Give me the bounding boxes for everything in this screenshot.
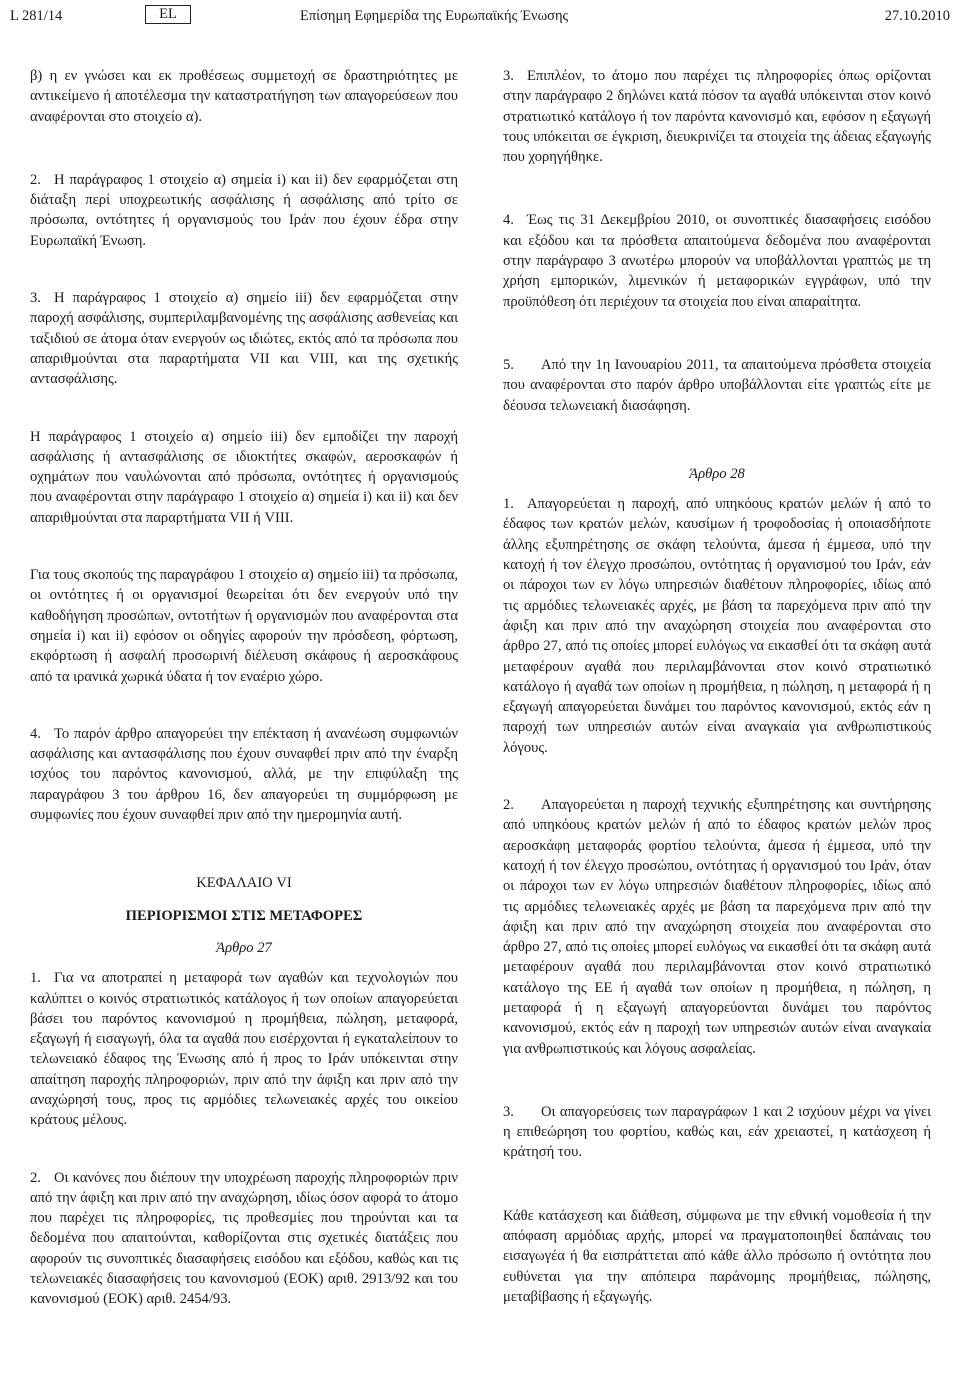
paragraph-number: 2. (503, 797, 514, 814)
paragraph-number: 1. (503, 496, 514, 513)
paragraph-text: Οι κανόνες που διέπουν την υποχρέωση παροχής πληροφοριών πριν από την άφιξη και πριν από την αναχώρηση, ιδίως όσον αφορά το άτομο που παρέχει τις πληροφορίες, τις προθεσμίες που τηρούνται και τα δεδομένα που απαιτούνται, καθορίζονται στις σχετικές διατάξεις που αφορούν τις συνοπτικές διασαφήσεις εισόδου και εξόδου, καθώς και τις τελωνειακές διασαφήσεις του κανονισμού (ΕΟΚ) αριθ. 2913/92 και του κανονισμού (ΕΟΚ) αριθ. 2454/93. (30, 1169, 458, 1308)
paragraph-text: Από την 1η Ιανουαρίου 2011, τα απαιτούμενα πρόσθετα στοιχεία που αναφέρονται στο παρόν άρθρο υποβάλλονται είτε γραπτώς είτε με δέουσα τελωνειακή διασάφηση. (503, 356, 931, 414)
paragraph-text: Απαγορεύεται η παροχή, από υπηκόους κρατών μελών ή από το έδαφος των κρατών μελών, καυσίμων ή τροφοδοσίας ή οποιασδήποτε άλλης εξυπηρέτησης σε σκάφη τελούντα, άμεσα ή έμμεσα, υπό την κατοχή ή τον έλεγχο προσώπου, οντότητας ή οργανισμού του Ιράν, εάν οι πάροχοι των εν λόγω υπηρεσιών διαθέτουν πληροφορίες, ιδίως από τις αρμόδιες τελωνειακές αρχές, με βάση τα παρεχόμενα πριν από την άφιξη και πριν από την αναχώρηση στοιχεία που αναφέρονται στο άρθρο 27, από τις οποίες μπορεί ευλόγως να εικασθεί ότι τα σκάφη αυτά μεταφέρουν αγαθά που περιλαμβάνονται στον κοινό στρατιωτικό κατάλογο ή αγαθά των οποίων η προμήθεια, η πώληση, η μεταφορά ή η εξαγωγή απαγορεύεται δυνάμει του παρόντος κανονισμού, εκτός εάν η παροχή των υπηρεσιών αυτών είναι αναγκαία για ανθρωπιστικούς λόγους. (503, 496, 931, 756)
paragraph-number: 4. (503, 212, 514, 229)
paragraph (503, 66, 931, 167)
paragraph-text: Το παρόν άρθρο απαγορεύει την επέκταση ή ανανέωση συμφωνιών ασφάλισης και αντασφάλισης που έχουν συναφθεί πριν από την έναρξη ισχύος του παρόντος κανονισμού, αλλά, με την επιφύλαξη της παραγράφου 3 του άρθρου 16, δεν απαγορεύει τη συμμόρφωση με συμφωνίες που έχουν συναφθεί πριν από την ημερομηνία αυτή. (30, 725, 458, 824)
paragraph: Κάθε κατάσχεση και διάθεση, σύμφωνα με την εθνική νομοθεσία ή την απόφαση αρμόδιας αρχής, μπορεί να πραγματοποιηθεί δαπάναις του εισαγωγέα ή θα εισπράττεται από κάθε άλλο πρόσωπο ή οντότητα που ευθύνεται για την απόπειρα παράνομης προμήθειας, πώλησης, μεταβίβασης ή εξαγωγής. (503, 1207, 931, 1305)
right-column (503, 66, 931, 1307)
paragraph-number: 3. (503, 68, 514, 84)
paragraph-text: Απαγορεύεται η παροχή τεχνικής εξυπηρέτησης και συντήρησης από υπηκόους κρατών μελών ή από το έδαφος κρατών μελών προς αεροσκάφη μεταφοράς φορτίου τελούντα, άμεσα ή έμμεσα, υπό την κατοχή ή τον έλεγχο προσώπου, οντότητας ή οργανισμού του Ιράν, όταν οι πάροχοι των εν λόγω υπηρεσιών διαθέτουν πληροφορίες, ιδίως από τις αρμόδιες τελωνειακές αρχές με βάση τα παρεχόμενα πριν από την άφιξη και πριν από την αναχώρηση στοιχεία που αναφέρονται στο άρθρο 27, από τις οποίες μπορεί ευλόγως να εικασθεί ότι τα σκάφη αυτά μεταφέρουν αγαθά που περιλαμβάνονται στον κοινό στρατιωτικό κατάλογο της ΕΕ ή αγαθά των οποίων η προμήθεια, η πώληση, η μεταφορά ή η εξαγωγή απαγορεύονται δυνάμει του παρόντος κανονισμού, εκτός εάν η παροχή των υπηρεσιών αυτών είναι αναγκαία για ανθρωπιστικούς και λόγους ασφαλείας. (503, 797, 931, 1057)
paragraph (503, 795, 931, 1059)
publication-date: 27.10.2010 (884, 8, 950, 24)
paragraph-number: 2. (30, 1169, 41, 1186)
article-heading: Άρθρο 27 (216, 939, 272, 956)
left-column (30, 66, 458, 1310)
journal-title: Επίσημη Εφημερίδα της Ευρωπαϊκής Ένωσης (300, 8, 569, 24)
paragraph: β) η εν γνώσει και εκ προθέσεως συμμετοχή σε δραστηριότητες με αντικείμενο ή αποτέλεσμα την καταστρατήγηση των απαγορεύσεων που αναφέρονται στο στοιχείο α). (30, 68, 458, 125)
article-heading: Άρθρο 28 (689, 465, 745, 482)
paragraph: Η παράγραφος 1 στοιχείο α) σημείο iii) δεν εμποδίζει την παροχή ασφάλισης ή αντασφάλισης σε ιδιοκτήτες σκαφών, αεροσκαφών ή οχημάτων που ναυλώνονται από πρόσωπα, οντότητες ή οργανισμούς που αναφέρονται στην παράγραφο 1 στοιχείο α) σημεία i) και ii) και δεν απαριθμούνται στα παραρτήματα VII ή VIII. (30, 428, 458, 526)
paragraph (30, 1168, 458, 1310)
paragraph-number: 5. (503, 356, 514, 373)
paragraph-number: 2. (30, 171, 41, 188)
paragraph (503, 1102, 931, 1163)
paragraph-number: 1. (30, 970, 41, 987)
page-header (10, 6, 950, 26)
paragraph (503, 210, 931, 311)
paragraph-text: Η παράγραφος 1 στοιχείο α) σημείο iii) δεν εφαρμόζεται στην παροχή ασφάλισης, συμπεριλαμβανομένης της ασφάλισης ασθενείας και ταξιδιού σε άτομα όταν ενεργούν ως ιδιώτες, εκτός από τα πρόσωπα που απαριθμούνται στα παραρτήματα VII και VIII, και της σχετικής αντασφάλισης. (30, 290, 458, 388)
paragraph: Για τους σκοπούς της παραγράφου 1 στοιχείο α) σημείο iii) τα πρόσωπα, οι οντότητες ή οι οργανισμοί θεωρείται ότι δεν ενεργούν υπό την καθοδήγηση προσώπων, οντοτήτων ή οργανισμών που αναφέρονται στα σημεία i) και ii) εφόσον οι οδηγίες αφορούν την πρόσδεση, φόρτωση, εκφόρτωση ή ασφαλή προσωρινή διέλευση σκάφους ή αεροσκάφους από τα ιρανικά χωρικά ύδατα ή τον εναέριο χώρο. (30, 567, 458, 685)
chapter-heading: ΚΕΦΑΛΑΙΟ VI (196, 875, 292, 892)
paragraph (30, 968, 458, 1130)
paragraph (503, 355, 931, 416)
chapter-title: ΠΕΡΙΟΡΙΣΜΟΙ ΣΤΙΣ ΜΕΤΑΦΟΡΕΣ (125, 907, 363, 924)
paragraph (503, 494, 931, 758)
paragraph-number: 4. (30, 725, 41, 742)
paragraph-number: 3. (503, 1103, 514, 1120)
paragraph-number: 3. (30, 290, 41, 307)
paragraph-text: Η παράγραφος 1 στοιχείο α) σημεία i) και ii) δεν εφαρμόζεται στη διάταξη περί υποχρεωτικής ασφάλισης ή ασφάλισης από τρίτο σε πρόσωπα, οντότητες ή οργανισμούς του Ιράν που έχουν έδρα στην Ευρωπαϊκή Ένωση. (30, 171, 458, 249)
paragraph-text: Για να αποτραπεί η μεταφορά των αγαθών και τεχνολογιών που καλύπτει ο κοινός στρατιωτικός κατάλογος ή των οποίων απαγορεύεται βάσει του παρόντος κανονισμού η προμήθεια, πώληση, μεταφορά, εξαγωγή ή εισαγωγή, όλα τα αγαθά που εισέρχονται ή εγκαταλείπουν το τελωνειακό έδαφος της Ένωσης από ή προς το Ιράν υπόκεινται στην απαίτηση παροχής πληροφοριών, πριν από την άφιξη και πριν από την αναχώρησή τους, προς τις αρμόδιες τελωνειακές αρχές του οικείου κράτους μέλους. (30, 970, 458, 1129)
paragraph-text: Έως τις 31 Δεκεμβρίου 2010, οι συνοπτικές διασαφήσεις εισόδου και εξόδου και τα πρόσθετα απαιτούμενα δεδομένα που αναφέρονται στην παράγραφο 3 ανωτέρω μπορούν να υποβάλλονται γραπτώς με τη χρήση εμπορικών, λιμενικών ή μεταφορικών εγγράφων, υπό την προϋπόθεση ότι περιέχουν τα στοιχεία που είναι απαραίτητα. (503, 212, 931, 310)
paragraph-text: Οι απαγορεύσεις των παραγράφων 1 και 2 ισχύουν μέχρι να γίνει η επιθεώρηση του φορτίου, καθώς και, εάν χρειαστεί, η κατάσχεση ή κράτησή του. (503, 1103, 931, 1161)
language-code-box: EL (145, 5, 191, 24)
page-reference: L 281/14 (10, 8, 63, 24)
paragraph-text: Επιπλέον, το άτομο που παρέχει τις πληροφορίες όπως ορίζονται στην παράγραφο 2 δηλώνει κατά πόσον τα αγαθά υπόκεινται στον κοινό στρατιωτικό κατάλογο ή τον παρόντα κανονισμό και, εφόσον η εξαγωγή τους υπόκειται σε έγκριση, διευκρινίζει τα στοιχεία της άδειας εξαγωγής που χορηγήθηκε. (503, 68, 931, 166)
paragraph (30, 170, 458, 251)
paragraph (30, 288, 458, 389)
paragraph (30, 724, 458, 825)
